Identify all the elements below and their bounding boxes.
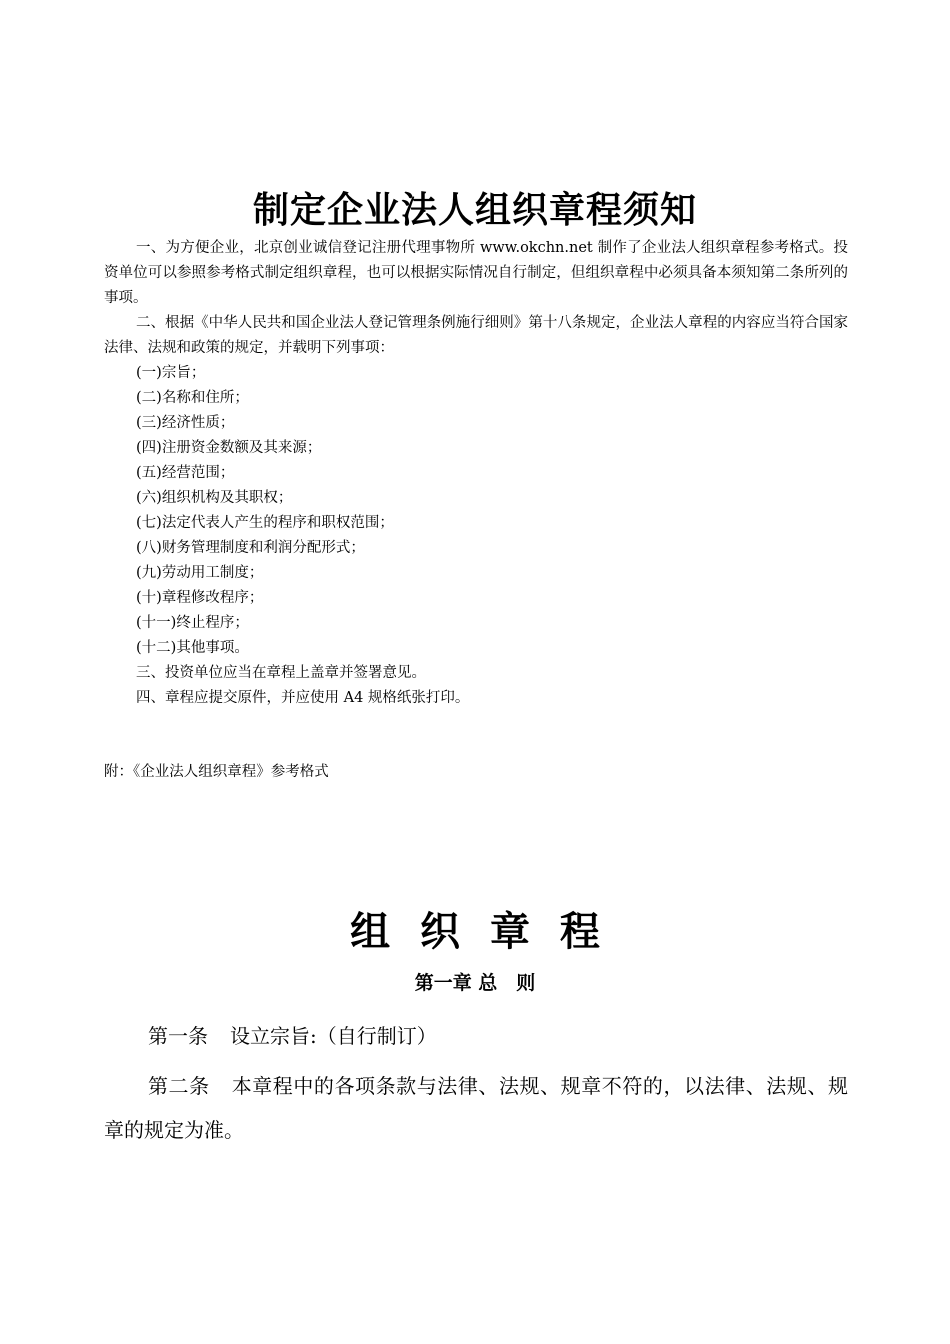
notice-body	[104, 236, 848, 711]
notice-title: 制定企业法人组织章程须知	[252, 189, 697, 231]
article-2-text: 本章程中的各项条款与法律、法规、规章不符的，以法律、法规、规章的规定为准。	[104, 1074, 848, 1142]
article-1	[104, 1014, 848, 1058]
list-item: (三)经济性质；	[136, 415, 235, 431]
article-2	[104, 1064, 848, 1152]
list-item: (六)组织机构及其职权；	[136, 490, 293, 506]
article-1-number: 第一条	[148, 1024, 208, 1048]
list-item: (八)财务管理制度和利润分配形式；	[136, 540, 365, 556]
list-item: (十一)终止程序；	[136, 615, 249, 631]
list-item: (二)名称和住所；	[136, 390, 249, 406]
notice-paragraph-3: 三、投资单位应当在章程上盖章并签署意见。	[136, 665, 426, 681]
article-2-number: 第二条	[148, 1074, 210, 1098]
chapter-title: 第一章 总 则	[414, 972, 536, 994]
list-item: (七)法定代表人产生的程序和职权范围；	[136, 515, 394, 531]
article-1-text: 设立宗旨:（自行制订）	[230, 1024, 437, 1048]
list-item: (九)劳动用工制度；	[136, 565, 264, 581]
attachment-note: 附：《企业法人组织章程》参考格式	[104, 764, 329, 780]
list-item: (四)注册资金数额及其来源；	[136, 440, 322, 456]
required-items-list	[104, 361, 848, 661]
list-item: (十二)其他事项。	[136, 640, 249, 656]
charter-body	[104, 1014, 848, 1158]
charter-title: 组 织 章 程	[350, 908, 600, 955]
list-item: (十)章程修改程序；	[136, 590, 264, 606]
notice-paragraph-4: 四、章程应提交原件，并应使用 A4 规格纸张打印。	[136, 690, 470, 706]
list-item: (一)宗旨；	[136, 365, 206, 381]
notice-paragraph-2: 二、根据《中华人民共和国企业法人登记管理条例施行细则》第十八条规定，企业法人章程的内容应当符合国家法律、法规和政策的规定，并载明下列事项：	[104, 315, 848, 356]
notice-paragraph-1: 一、为方便企业，北京创业诚信登记注册代理事物所 www.okchn.net 制作了企业法人组织章程参考格式。投资单位可以参照参考格式制定组织章程，也可以根据实际情况自行制定，但组织章程中必须具备本须知第二条所列的事项。	[104, 240, 848, 306]
list-item: (五)经营范围；	[136, 465, 235, 481]
